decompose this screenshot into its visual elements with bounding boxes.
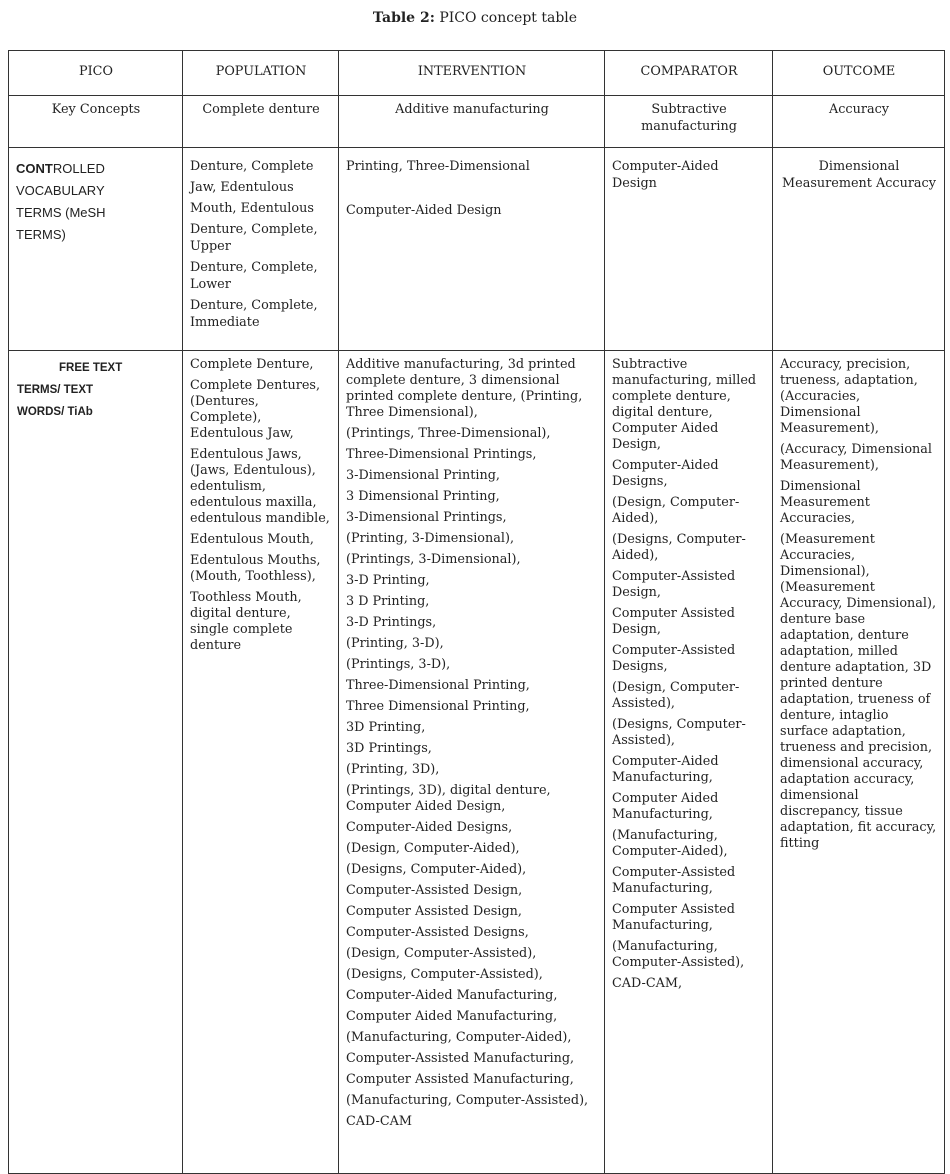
list-item: Complete Dentures, (Dentures, Complete), Edentulous Jaw, [190,378,321,441]
list-item: Subtractive manufacturing, milled complete denture, digital denture, Computer Aided Design, [612,357,757,452]
list-item: Dimensional Measurement Accuracies, [780,479,870,526]
list-item: Edentulous Mouths, (Mouth, Toothless), [190,553,321,584]
list-item: Denture, Complete [190,159,314,174]
list-item: Computer Assisted Design, [346,904,522,919]
free-label-line: FREE TEXT [59,362,123,374]
list-item: Printing, Three-Dimensional [346,159,530,174]
list-item: Computer Aided Manufacturing, [346,1009,558,1024]
controlled-label-line: TERMS) [16,227,66,242]
list-item: Computer-Assisted Manufacturing, [346,1051,575,1066]
list-item: Computer Assisted Design, [612,606,735,637]
list-item: Edentulous Jaws, (Jaws, Edentulous), edentulism, edentulous maxilla, edentulous mandible, [190,447,330,526]
list-item: Toothless Mouth, digital denture, single complete denture [190,590,302,653]
list-item: Computer-Aided Design [346,203,502,218]
list-item: Three Dimensional Printing, [346,699,530,714]
list-item: (Printings, Three-Dimensional), [346,426,551,441]
list-item: (Design, Computer-Assisted), [612,680,740,711]
list-item: (Printings, 3D), digital denture, Computer Aided Design, [346,783,551,814]
controlled-label-line: TERMS (MeSH [16,205,106,220]
list-item: Edentulous Mouth, [190,532,314,547]
list-item: 3-Dimensional Printing, [346,468,500,483]
free-label-line: TERMS/ TEXT [17,384,94,396]
controlled-population [183,148,339,351]
list-item: Computer-Aided Manufacturing, [346,988,558,1003]
header-population: POPULATION [183,51,339,96]
header-outcome: OUTCOME [773,51,945,96]
list-item: Computer-Aided Manufacturing, [612,754,719,785]
list-item: (Designs, Computer-Assisted), [346,967,543,982]
table-caption [0,8,950,28]
free-population [183,351,339,1174]
key-concepts-label: Key Concepts [9,96,183,148]
list-item: (Printing, 3-Dimensional), [346,531,515,546]
list-item: 3-D Printing, [346,573,430,588]
list-item: (Printing, 3-D), [346,636,444,651]
list-item: (Designs, Computer-Assisted), [612,717,746,748]
list-item: Denture, Complete, Lower [190,260,318,292]
list-item: 3D Printing, [346,720,426,735]
list-item: (Designs, Computer-Aided), [346,862,527,877]
controlled-outcome: Dimensional Measurement Accuracy [773,148,945,351]
list-item: (Designs, Computer-Aided), [612,532,746,563]
list-item: Additive manufacturing, 3d printed complete denture, 3 dimensional printed complete denture, (Printing, Three Dimensional), [346,357,583,420]
controlled-label-rest: ROLLED [52,161,105,176]
caption-label: Table 2: [372,10,435,26]
list-item: Computer Assisted Manufacturing, [612,902,735,933]
list-item: (Design, Computer-Aided), [612,495,740,526]
list-item: Computer Assisted Manufacturing, [346,1072,574,1087]
list-item: (Manufacturing, Computer-Assisted), [346,1093,589,1108]
free-outcome [773,351,945,1174]
key-concept-outcome: Accuracy [773,96,945,148]
header-comparator: COMPARATOR [605,51,773,96]
free-text-row [9,351,945,1174]
free-text-label [9,351,183,1174]
list-item: Computer-Assisted Designs, [346,925,529,940]
list-item: 3 D Printing, [346,594,430,609]
header-intervention: INTERVENTION [339,51,605,96]
list-item: (Printing, 3D), [346,762,440,777]
list-item: CAD-CAM [346,1114,412,1129]
key-concepts-row [9,96,945,148]
list-item: Three-Dimensional Printings, [346,447,537,462]
header-row [9,51,945,96]
pico-table [8,50,945,1174]
list-item: (Measurement Accuracies, Dimensional), (Measurement Accuracy, Dimensional), denture base adaptation, denture adaptation, milled denture adaptation, 3D printed denture adaptation, trueness of denture, intaglio surface adaptation, trueness and precision, dimensional accuracy, adaptation accuracy, dimensional discrepancy, tissue adaptation, fit accuracy, fitting [780,532,937,851]
controlled-vocabulary-label [9,148,183,351]
list-item: Computer-Assisted Design, [346,883,523,898]
free-label-line: WORDS/ TiAb [17,406,93,418]
list-item: Denture, Complete, Immediate [190,298,318,330]
list-item: Complete Denture, [190,357,314,372]
list-item: Mouth, Edentulous [190,201,314,216]
controlled-label-line: VOCABULARY [16,183,105,198]
list-item: Computer Aided Manufacturing, [612,791,719,822]
list-item: (Manufacturing, Computer-Assisted), [612,939,745,970]
header-pico: PICO [9,51,183,96]
list-item: Computer-Assisted Designs, [612,643,736,674]
list-item: Jaw, Edentulous [190,180,294,195]
free-intervention [339,351,605,1174]
list-item: (Manufacturing, Computer-Aided), [346,1030,572,1045]
free-comparator [605,351,773,1174]
list-item: (Manufacturing, Computer-Aided), [612,828,728,859]
list-item: CAD-CAM, [612,976,683,991]
key-concept-population: Complete denture [183,96,339,148]
caption-title: PICO concept table [439,10,578,26]
controlled-label-bold: CONT [16,161,53,176]
list-item: Computer-Assisted Manufacturing, [612,865,736,896]
list-item: 3-Dimensional Printings, [346,510,507,525]
list-item: (Design, Computer-Assisted), [346,946,537,961]
list-item: Computer-Assisted Design, [612,569,736,600]
list-item: (Printings, 3-D), [346,657,451,672]
list-item: (Accuracy, Dimensional Measurement), [780,442,933,473]
controlled-intervention [339,148,605,351]
list-item: Computer-Aided Designs, [612,458,719,489]
list-item: Denture, Complete, Upper [190,222,318,254]
list-item: Computer-Aided Designs, [346,820,513,835]
list-item: Three-Dimensional Printing, [346,678,530,693]
controlled-vocabulary-row [9,148,945,351]
controlled-comparator: Computer-Aided Design [605,148,773,351]
list-item: (Design, Computer-Aided), [346,841,520,856]
key-concept-comparator: Subtractive manufacturing [605,96,773,148]
list-item: 3-D Printings, [346,615,437,630]
key-concept-intervention: Additive manufacturing [339,96,605,148]
list-item: Accuracy, precision, trueness, adaptation, (Accuracies, Dimensional Measurement), [780,357,918,436]
list-item: (Printings, 3-Dimensional), [346,552,521,567]
list-item: 3 Dimensional Printing, [346,489,500,504]
list-item: 3D Printings, [346,741,432,756]
